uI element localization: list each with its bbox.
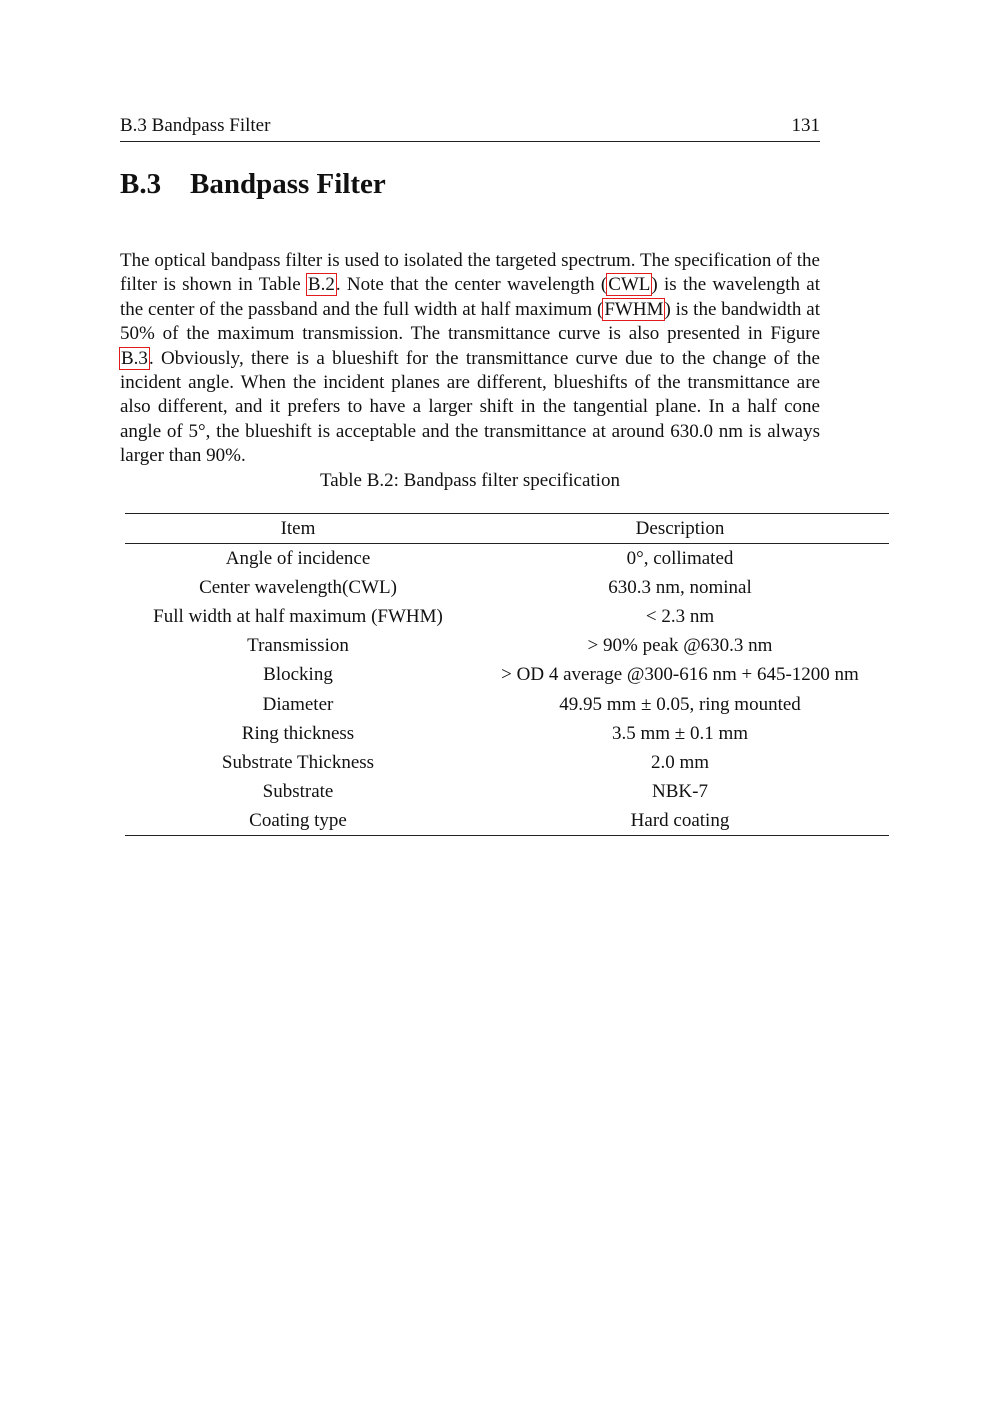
section-title: Bandpass Filter [190, 168, 386, 200]
table-row [125, 748, 889, 777]
paragraph-text: ) is the wavelength at the center of the passband and the full width at half maximum ( [120, 274, 820, 320]
cell-item: Ring thickness [241, 722, 355, 744]
cell-item: Transmission [247, 635, 349, 657]
body-paragraph [120, 249, 820, 469]
cell-item: Center wavelength(CWL) [199, 577, 397, 599]
table-caption: Table B.2: Bandpass filter specification [320, 470, 620, 491]
paragraph-text: ) is the bandwidth at 50% of the maximum transmission. The transmittance curve is also presented in Figure [120, 298, 820, 345]
table-row [125, 660, 889, 689]
table-row [125, 777, 889, 806]
header-description: Description [635, 518, 725, 539]
cell-item: Blocking [263, 664, 333, 686]
table-row [125, 544, 889, 574]
figure-reference-link[interactable]: B.3 [121, 347, 148, 369]
table-reference-link[interactable]: B.2 [307, 274, 335, 296]
cell-description: 3.5 mm ± 0.1 mm [611, 722, 749, 744]
table-row [125, 602, 889, 631]
fwhm-acronym-link[interactable]: FWHM [604, 298, 664, 320]
paragraph-text: The optical bandpass filter is used to isolated the targeted spectrum. The specification of the filter is shown in Table [120, 250, 820, 296]
cell-description: NBK-7 [652, 780, 708, 802]
cell-description: 630.3 nm, nominal [608, 577, 752, 599]
paragraph-text: . Obviously, there is a blueshift for the transmittance curve due to the change of the incident angle. When the incident planes are different, blueshifts of the transmittance are also different, and it prefers to have a larger shift in the tangential plane. In a half cone angle of 5°, the blueshift is acceptable and the transmittance at around 630.0 nm is always larger than 90%. [120, 347, 820, 467]
cell-description: Hard coating [630, 809, 730, 831]
cell-description: > 90% peak @630.3 nm [587, 635, 773, 657]
table-row [125, 806, 889, 836]
running-header [120, 113, 820, 142]
section-number: B.3 [120, 168, 162, 200]
table-row [125, 719, 889, 748]
page-number: 131 [791, 115, 820, 136]
table-row [125, 573, 889, 602]
running-header-section: B.3 Bandpass Filter [120, 115, 271, 136]
header-item: Item [280, 518, 316, 539]
paragraph-text: . Note that the center wavelength ( [335, 274, 608, 296]
cell-description: < 2.3 nm [645, 606, 715, 628]
table-header-row [125, 514, 889, 544]
cell-item: Substrate Thickness [221, 751, 375, 773]
cell-item: Diameter [262, 693, 334, 715]
cell-item: Substrate [262, 780, 334, 802]
cell-description: 49.95 mm ± 0.05, ring mounted [559, 693, 801, 715]
table-row [125, 689, 889, 718]
cell-description: 0°, collimated [626, 548, 734, 570]
cwl-acronym-link[interactable]: CWL [608, 274, 651, 296]
spec-table [125, 513, 889, 836]
section-heading [120, 166, 386, 202]
cell-description: > OD 4 average @300-616 nm + 645-1200 nm [501, 664, 859, 686]
table-row [125, 631, 889, 660]
cell-item: Angle of incidence [225, 548, 371, 570]
cell-item: Full width at half maximum (FWHM) [153, 606, 443, 628]
cell-item: Coating type [249, 809, 347, 831]
cell-description: 2.0 mm [650, 751, 710, 773]
